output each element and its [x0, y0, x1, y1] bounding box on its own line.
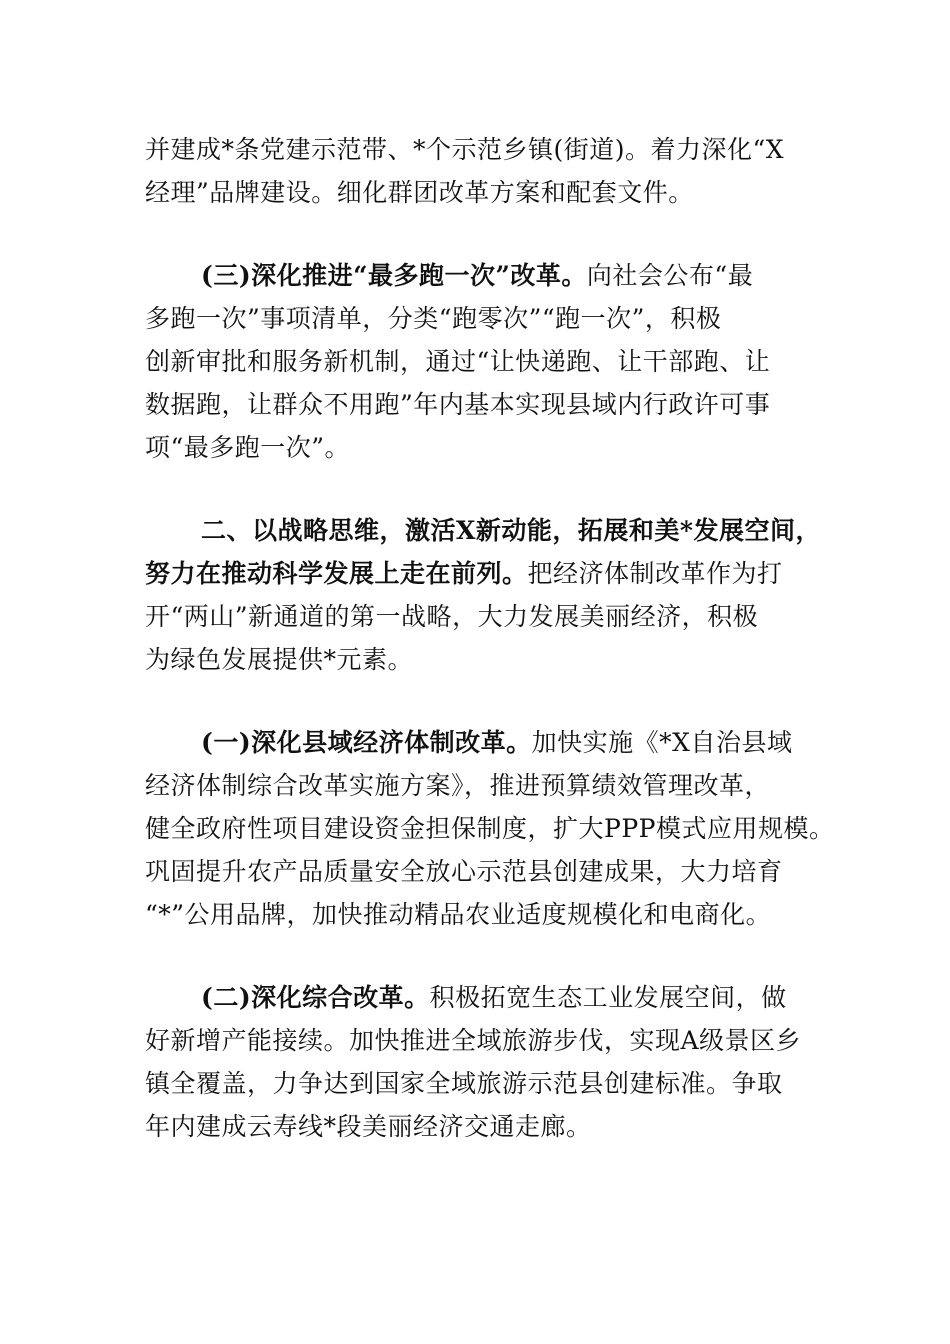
paragraph-run-once-reform — [145, 254, 825, 469]
text-segment: 向社会公布“最 — [586, 261, 754, 290]
text-segment: 健全政府性项目建设资金担保制度，扩大PPP模式应用规模。 — [145, 814, 835, 843]
text-segment: 积极拓宽生态工业发展空间，做 — [429, 983, 787, 1012]
text-segment: 开“两山”新通道的第一战略，大力发展美丽经济，积极 — [145, 602, 759, 631]
text-line — [145, 171, 825, 214]
text-segment: 多跑一次”事项清单，分类“跑零次”“跑一次”，积极 — [145, 304, 722, 333]
section-heading: (一)深化县域经济体制改革。 — [201, 728, 532, 757]
text-line — [145, 1105, 825, 1148]
text-segment: 巩固提升农产品质量安全放心示范县创建成果，大力培育 — [145, 857, 783, 886]
text-line — [145, 552, 825, 595]
text-segment: 经济体制综合改革实施方案》，推进预算绩效管理改革， — [145, 771, 771, 800]
text-line — [145, 850, 825, 893]
text-segment: 加快实施《*X自治县域 — [531, 728, 793, 757]
text-segment: “*”公用品牌，加快推动精品农业适度规模化和电商化。 — [145, 900, 772, 929]
text-line — [145, 340, 825, 383]
paragraph-county-economy-reform — [145, 721, 835, 936]
text-line — [145, 128, 825, 171]
text-line — [145, 383, 825, 426]
text-line — [145, 509, 825, 552]
text-segment: 经理”品牌建设。细化群团改革方案和配套文件。 — [145, 178, 694, 207]
section-heading: 努力在推动科学发展上走在前列。 — [145, 559, 528, 588]
text-segment: 镇全覆盖，力争达到国家全域旅游示范县创建标准。争取 — [145, 1069, 783, 1098]
text-line — [145, 638, 825, 681]
section-heading: 二、以战略思维，激活X新动能，拓展和美*发展空间， — [201, 516, 821, 545]
text-line — [145, 1019, 825, 1062]
text-line — [145, 893, 825, 936]
paragraph-party-building — [145, 128, 825, 214]
text-segment: 创新审批和服务新机制，通过“让快递跑、让干部跑、让 — [145, 347, 771, 376]
text-segment: 好新增产能接续。加快推进全域旅游步伐，实现A级景区乡 — [145, 1026, 802, 1055]
text-line — [145, 764, 825, 807]
text-line — [145, 254, 825, 297]
text-segment: 数据跑，让群众不用跑”年内基本实现县域内行政许可事 — [145, 390, 771, 419]
document-page — [145, 128, 835, 1148]
text-line — [145, 297, 825, 340]
text-segment: 并建成*条党建示范带、*个示范乡镇(街道)。着力深化“X — [145, 135, 785, 164]
text-line — [145, 976, 825, 1019]
text-segment: 把经济体制改革作为打 — [527, 559, 783, 588]
text-segment: 项“最多跑一次”。 — [145, 433, 351, 462]
section-heading: (三)深化推进“最多跑一次”改革。 — [201, 261, 587, 290]
text-line — [145, 721, 825, 764]
section-heading: (二)深化综合改革。 — [201, 983, 430, 1012]
paragraph-comprehensive-reform — [145, 976, 825, 1148]
paragraph-strategic-thinking — [145, 509, 825, 681]
text-line — [145, 807, 835, 850]
text-line — [145, 595, 825, 638]
text-line — [145, 1062, 825, 1105]
text-segment: 为绿色发展提供*元素。 — [145, 645, 414, 674]
text-segment: 年内建成云寿线*段美丽经济交通走廊。 — [145, 1112, 592, 1141]
text-line — [145, 426, 825, 469]
